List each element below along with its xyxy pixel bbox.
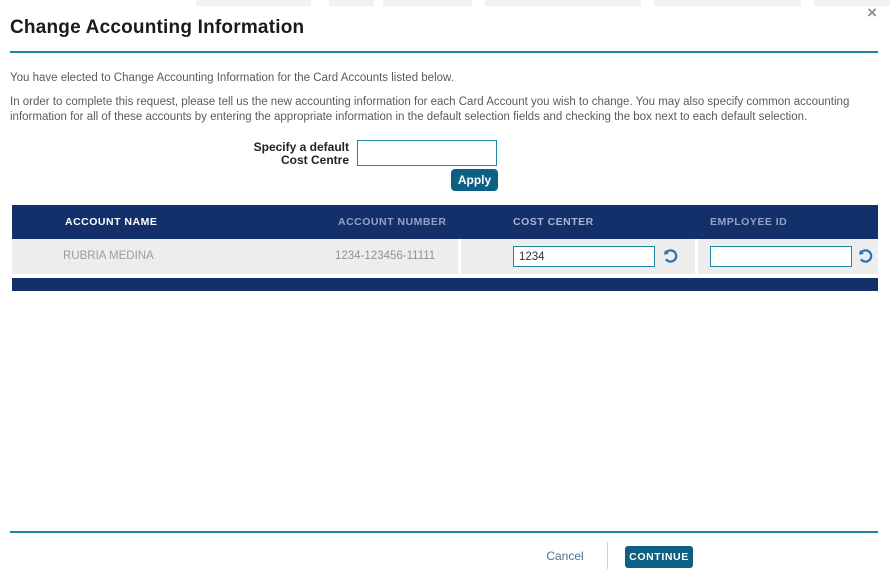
table-row (12, 239, 878, 274)
background-header-block (654, 0, 801, 6)
column-header-cost-center: COST CENTER (513, 216, 594, 228)
footer-divider-line (10, 531, 878, 533)
table-header-row (12, 205, 878, 239)
background-header-block (329, 0, 374, 6)
default-cost-centre-input[interactable] (357, 140, 497, 166)
intro-paragraph-2: In order to complete this request, please tell us the new accounting information for each Card Account you wish to change. You may also specify common accounting information for all of these accounts by entering the appropriate information in the default selection fields and checking the box next to each default selection. (10, 96, 850, 123)
account-number-cell: 1234-123456-11111 (335, 250, 436, 262)
apply-button[interactable]: Apply (451, 169, 498, 191)
cost-center-input[interactable] (513, 246, 655, 267)
cost-center-reset-button[interactable] (662, 248, 678, 264)
default-label-line1: Specify a default (253, 140, 349, 154)
close-icon[interactable]: × (867, 3, 877, 22)
title-divider (10, 51, 878, 53)
reset-undo-icon (662, 252, 678, 267)
employee-id-reset-button[interactable] (857, 248, 873, 264)
background-header-block (814, 0, 890, 6)
default-cost-centre-label (0, 141, 349, 167)
continue-button[interactable]: CONTINUE (625, 546, 693, 568)
column-separator (695, 239, 698, 274)
column-header-account-name: ACCOUNT NAME (65, 216, 158, 228)
column-header-employee-id: EMPLOYEE ID (710, 216, 788, 228)
background-header-block (196, 0, 311, 6)
column-header-account-number: ACCOUNT NUMBER (338, 216, 447, 228)
reset-undo-icon (857, 252, 873, 267)
background-header-block (485, 0, 641, 6)
intro-paragraph-1: You have elected to Change Accounting Information for the Card Accounts listed below. (10, 72, 454, 84)
footer-vertical-separator (607, 542, 608, 569)
page-title: Change Accounting Information (10, 17, 305, 38)
employee-id-input[interactable] (710, 246, 852, 267)
default-label-line2: Cost Centre (280, 153, 349, 167)
column-separator (458, 239, 461, 274)
background-header-block (383, 0, 472, 6)
table-footer-bar (12, 278, 878, 291)
accounts-table (12, 205, 878, 291)
account-name-cell: RUBRIA MEDINA (63, 250, 154, 262)
cancel-link[interactable]: Cancel (546, 549, 584, 563)
